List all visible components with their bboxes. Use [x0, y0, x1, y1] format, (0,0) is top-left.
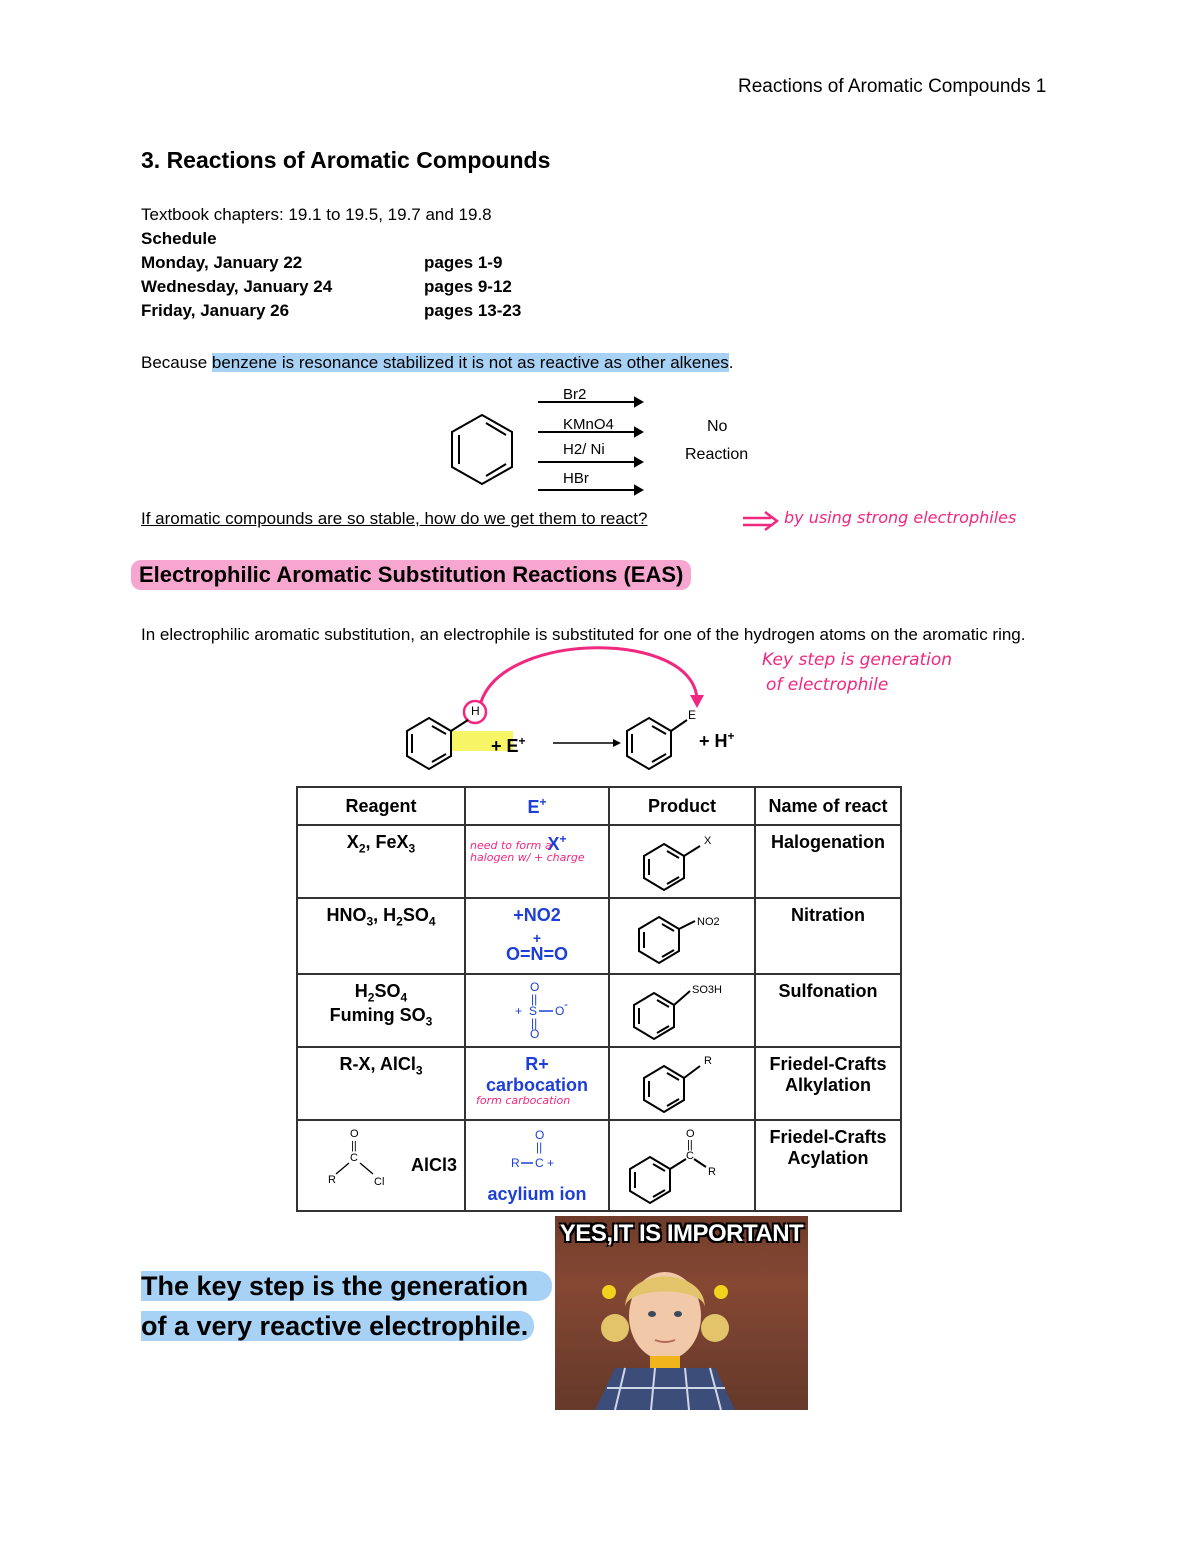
- table-row: [297, 1047, 901, 1120]
- electrophile-cell: +NO2 + O=N=O: [465, 898, 609, 974]
- reagent-label: KMnO4: [563, 416, 614, 433]
- electrophile-name: acylium ion: [487, 1184, 587, 1204]
- mechanism-e-label: E: [688, 708, 697, 722]
- no-reaction-label: No: [707, 418, 728, 435]
- svg-text:O: O: [686, 1128, 695, 1140]
- electrophile-cell: [465, 1120, 609, 1211]
- svg-text:||: ||: [531, 1016, 538, 1030]
- mechanism-electrophile: + E+: [491, 734, 526, 756]
- svg-text:-: -: [564, 997, 568, 1011]
- eas-description: In electrophilic aromatic substitution, an electrophile is substituted for one of the hydrogen atoms on the aromatic ring.: [141, 625, 1026, 644]
- hand-note: form carbocation: [476, 1094, 571, 1107]
- name-cell: Nitration: [755, 898, 901, 974]
- svg-text:S: S: [529, 1004, 538, 1018]
- electrophile-formula: R+: [525, 1054, 549, 1074]
- hand-note: of electrophile: [766, 675, 889, 695]
- svg-text:||: ||: [536, 1140, 543, 1154]
- meme-caption: YES,IT IS IMPORTANT: [559, 1220, 804, 1247]
- reagent-label: HBr: [563, 470, 589, 487]
- svg-text:C: C: [686, 1150, 694, 1162]
- name-cell: Sulfonation: [755, 974, 901, 1047]
- textbook-chapters: Textbook chapters: 19.1 to 19.5, 19.7 and 19.8: [141, 205, 492, 224]
- running-header: Reactions of Aromatic Compounds 1: [738, 76, 1047, 97]
- electrophile-cell: [465, 974, 609, 1047]
- reagent-cell: $X_2$, FeX$_3$: [297, 825, 465, 898]
- page-title: 3. Reactions of Aromatic Compounds: [141, 147, 551, 173]
- benzene-ring: [632, 832, 732, 892]
- table-row: [297, 974, 901, 1047]
- svg-text:R: R: [328, 1174, 336, 1186]
- product-cell: [609, 1120, 755, 1211]
- schedule-pages: pages 1-9: [424, 253, 503, 272]
- mechanism-h-label: H: [471, 704, 480, 718]
- schedule-day: Friday, January 26: [141, 301, 290, 320]
- svg-text:+: +: [515, 1004, 523, 1018]
- table-header: Product: [609, 787, 755, 825]
- svg-text:||: ||: [351, 1140, 357, 1152]
- svg-text:C: C: [350, 1152, 358, 1164]
- reagent-cell: $H_2SO_4$ Fuming $SO_3$: [297, 974, 465, 1047]
- schedule-pages: pages 13-23: [424, 301, 522, 320]
- question: If aromatic compounds are so stable, how do we get them to react?: [141, 509, 648, 528]
- meme-image: [555, 1216, 808, 1410]
- benzene-ring: [452, 415, 512, 484]
- svg-text:X: X: [704, 835, 712, 847]
- key-step-line: of a very reactive electrophile.: [141, 1311, 534, 1341]
- eas-mechanism: [395, 640, 765, 775]
- benzene-ring: [627, 718, 687, 769]
- svg-text:SO3H: SO3H: [692, 984, 722, 996]
- svg-text:R: R: [704, 1055, 712, 1067]
- product-cell: [609, 898, 755, 974]
- svg-text:||: ||: [687, 1139, 693, 1151]
- svg-text:R: R: [511, 1156, 520, 1170]
- reagent-cell: R-X, AlCl$_3$: [297, 1047, 465, 1120]
- electrophile-formula: +NO2: [513, 905, 561, 925]
- intro-prefix: Because: [141, 353, 212, 372]
- key-step-line: The key step is the generation: [141, 1271, 552, 1301]
- intro-sentence: [141, 353, 734, 373]
- benzene-ring: [627, 905, 737, 965]
- product-cell: [609, 1047, 755, 1120]
- svg-text:C: C: [535, 1156, 544, 1170]
- name-cell: Friedel-Crafts Acylation: [755, 1120, 901, 1211]
- girl-illustration: [555, 1216, 808, 1410]
- name-cell: Friedel-Crafts Alkylation: [755, 1047, 901, 1120]
- product-cell: [609, 974, 755, 1047]
- intro-suffix: .: [728, 353, 734, 372]
- benzene-ring: [632, 1054, 732, 1114]
- table-row: [297, 825, 901, 898]
- svg-text:O: O: [530, 981, 540, 994]
- schedule-day: Wednesday, January 24: [141, 277, 333, 296]
- eas-table: [296, 786, 902, 1212]
- hand-arrow-icon: [741, 510, 781, 532]
- key-step-statement: [141, 1266, 552, 1346]
- svg-text:O: O: [535, 1128, 545, 1142]
- reagent-cell: [297, 1120, 465, 1211]
- schedule-pages: pages 9-12: [424, 277, 512, 296]
- table-header: Reagent: [297, 787, 465, 825]
- section-heading: Electrophilic Aromatic Substitution Reactions (EAS): [131, 560, 691, 590]
- reagent-label: H2/ Ni: [563, 441, 605, 458]
- svg-text:O: O: [350, 1128, 359, 1140]
- acyl-chloride-structure: [320, 1127, 410, 1199]
- hand-answer: by using strong electrophiles: [784, 508, 1017, 527]
- acylium-structure: [497, 1127, 577, 1179]
- benzene-ring: [622, 1127, 742, 1205]
- sulfur-trioxide-structure: [497, 981, 577, 1039]
- hand-note: need to form a halogen w/ + charge: [470, 839, 585, 864]
- name-cell: Halogenation: [755, 825, 901, 898]
- mechanism-proton: + H+: [699, 729, 735, 751]
- schedule-label: Schedule: [141, 229, 217, 248]
- svg-text:O: O: [530, 1027, 540, 1039]
- svg-text:+: +: [547, 1156, 555, 1170]
- intro-highlight: benzene is resonance stabilized it is not as reactive as other alkenes: [211, 353, 729, 372]
- electrophile-cell: [465, 1047, 609, 1120]
- reagent-label: Br2: [563, 386, 587, 403]
- reagent-fuming: Fuming $SO_3$: [329, 1004, 433, 1029]
- electrophile-structure: O=N=O: [505, 944, 569, 964]
- svg-text:R: R: [708, 1166, 716, 1178]
- reagent-cell: $HNO_3$, $H_2SO_4$: [297, 898, 465, 974]
- schedule-day: Monday, January 22: [141, 253, 303, 272]
- curved-arrow-icon: [481, 648, 697, 702]
- svg-text:Cl: Cl: [374, 1176, 385, 1188]
- electrophile-name: carbocation: [485, 1075, 589, 1095]
- reagent-lewis-acid: AlCl3: [411, 1155, 458, 1175]
- benzene-ring: [622, 981, 742, 1041]
- no-reaction-scheme: [430, 380, 790, 500]
- svg-text:||: ||: [531, 992, 538, 1006]
- svg-text:O: O: [555, 1004, 565, 1018]
- svg-text:NO2: NO2: [697, 916, 720, 928]
- no-reaction-label: Reaction: [685, 446, 749, 463]
- table-row: [297, 898, 901, 974]
- table-header: E+: [465, 787, 609, 825]
- product-cell: [609, 825, 755, 898]
- electrophile-cell: X+ need to form a halogen w/ + charge: [465, 825, 609, 898]
- table-row: [297, 1120, 901, 1211]
- hand-note: Key step is generation: [762, 650, 953, 670]
- table-header: Name of react: [755, 787, 901, 825]
